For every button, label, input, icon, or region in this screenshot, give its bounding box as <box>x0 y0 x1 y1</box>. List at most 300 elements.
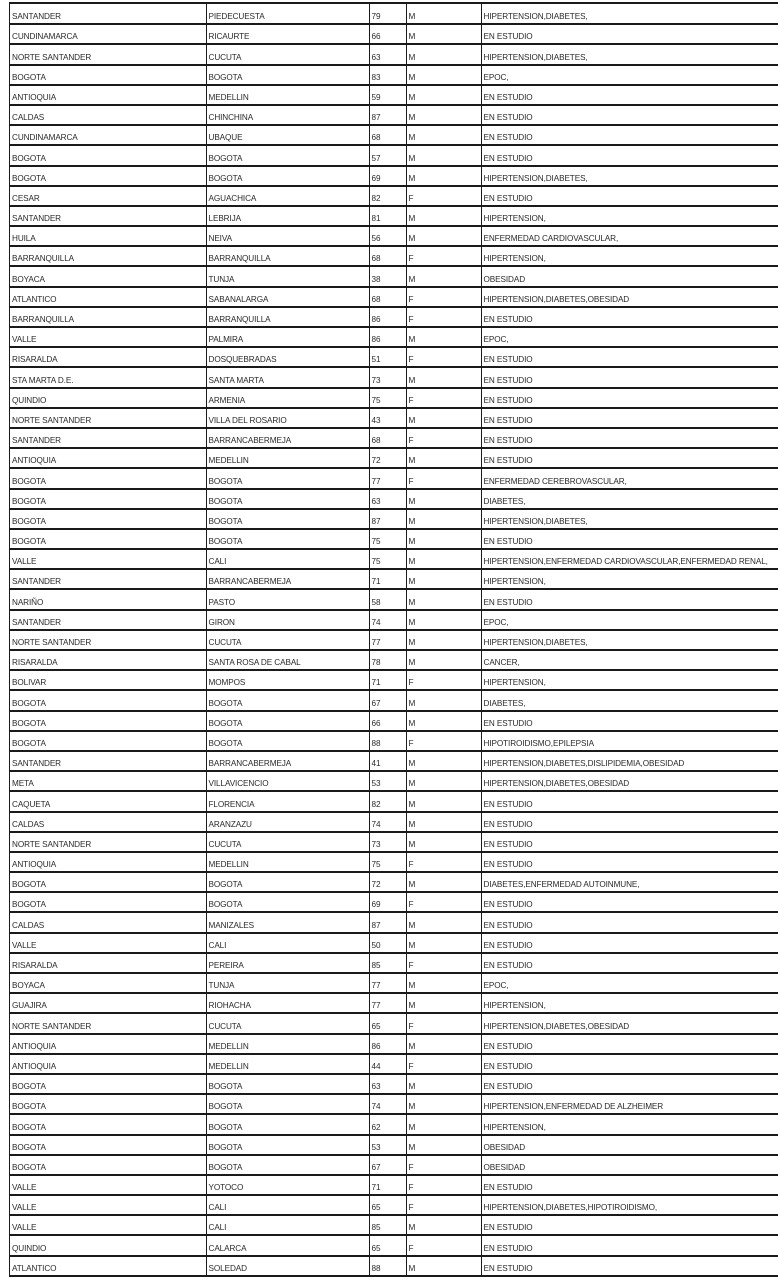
cell-age: 50 <box>369 933 406 953</box>
cell-city: CALARCA <box>206 1235 369 1255</box>
cell-department: ANTIOQUIA <box>10 85 206 105</box>
cell-sex: M <box>406 125 481 145</box>
cell-department: BOGOTA <box>10 145 206 165</box>
cell-sex: F <box>406 468 481 488</box>
table-row <box>10 347 778 367</box>
table-row <box>10 650 778 670</box>
table-row <box>10 145 778 165</box>
cell-city: BOGOTA <box>206 65 369 85</box>
cell-department: SANTANDER <box>10 751 206 771</box>
cell-age: 68 <box>369 246 406 266</box>
cell-age: 73 <box>369 832 406 852</box>
cell-age: 43 <box>369 408 406 428</box>
cell-department: STA MARTA D.E. <box>10 367 206 387</box>
cell-age: 68 <box>369 287 406 307</box>
cell-age: 63 <box>369 44 406 64</box>
cell-sex: M <box>406 690 481 710</box>
table-body <box>10 4 778 1276</box>
cell-age: 69 <box>369 892 406 912</box>
cell-age: 67 <box>369 690 406 710</box>
cell-city: CALI <box>206 1215 369 1235</box>
cell-sex: M <box>406 812 481 832</box>
cell-sex: F <box>406 1155 481 1175</box>
cell-sex: F <box>406 892 481 912</box>
cell-department: CUNDINAMARCA <box>10 24 206 44</box>
table-row <box>10 1135 778 1155</box>
cell-department: NORTE SANTANDER <box>10 408 206 428</box>
cell-age: 65 <box>369 1235 406 1255</box>
cell-condition: EPOC, <box>481 65 778 85</box>
cell-condition: EN ESTUDIO <box>481 448 778 468</box>
cell-department: CALDAS <box>10 912 206 932</box>
table-row <box>10 1114 778 1134</box>
cell-department: HUILA <box>10 226 206 246</box>
table-row <box>10 468 778 488</box>
cell-department: BOYACA <box>10 266 206 286</box>
table-row <box>10 1054 778 1074</box>
cell-condition: EN ESTUDIO <box>481 1034 778 1054</box>
cell-city: YOTOCO <box>206 1175 369 1195</box>
table-row <box>10 872 778 892</box>
cell-city: CUCUTA <box>206 1013 369 1033</box>
table-row <box>10 549 778 569</box>
table-row <box>10 1195 778 1215</box>
patient-table-sheet <box>9 2 778 1277</box>
cell-sex: F <box>406 1195 481 1215</box>
cell-department: BOGOTA <box>10 509 206 529</box>
cell-department: NORTE SANTANDER <box>10 630 206 650</box>
cell-age: 75 <box>369 549 406 569</box>
cell-city: BOGOTA <box>206 892 369 912</box>
cell-city: MEDELLIN <box>206 1054 369 1074</box>
cell-city: SOLEDAD <box>206 1256 369 1276</box>
table-row <box>10 388 778 408</box>
cell-city: CALI <box>206 549 369 569</box>
cell-sex: F <box>406 731 481 751</box>
table-row <box>10 589 778 609</box>
cell-condition: HIPERTENSION,DIABETES,HIPOTIROIDISMO, <box>481 1195 778 1215</box>
cell-age: 78 <box>369 650 406 670</box>
cell-city: BOGOTA <box>206 145 369 165</box>
cell-city: VILLAVICENCIO <box>206 771 369 791</box>
cell-condition: EPOC, <box>481 973 778 993</box>
table-row <box>10 569 778 589</box>
cell-department: SANTANDER <box>10 610 206 630</box>
cell-city: BOGOTA <box>206 872 369 892</box>
cell-sex: M <box>406 791 481 811</box>
cell-condition: HIPERTENSION,DIABETES,OBESIDAD <box>481 1013 778 1033</box>
cell-condition: EN ESTUDIO <box>481 711 778 731</box>
cell-department: BOGOTA <box>10 65 206 85</box>
cell-condition: EN ESTUDIO <box>481 832 778 852</box>
cell-department: VALLE <box>10 933 206 953</box>
cell-age: 74 <box>369 812 406 832</box>
table-row <box>10 24 778 44</box>
table-row <box>10 912 778 932</box>
cell-department: SANTANDER <box>10 206 206 226</box>
cell-sex: F <box>406 307 481 327</box>
cell-department: SANTANDER <box>10 569 206 589</box>
cell-age: 72 <box>369 872 406 892</box>
cell-city: RIOHACHA <box>206 993 369 1013</box>
cell-sex: F <box>406 287 481 307</box>
cell-city: CUCUTA <box>206 44 369 64</box>
table-row <box>10 44 778 64</box>
cell-condition: EN ESTUDIO <box>481 1175 778 1195</box>
table-row <box>10 812 778 832</box>
table-row <box>10 751 778 771</box>
cell-age: 87 <box>369 105 406 125</box>
cell-age: 68 <box>369 428 406 448</box>
cell-sex: M <box>406 1256 481 1276</box>
cell-city: BOGOTA <box>206 731 369 751</box>
table-row <box>10 206 778 226</box>
cell-department: BOGOTA <box>10 1074 206 1094</box>
cell-city: MEDELLIN <box>206 85 369 105</box>
cell-department: RISARALDA <box>10 650 206 670</box>
table-row <box>10 933 778 953</box>
cell-age: 74 <box>369 610 406 630</box>
cell-sex: M <box>406 166 481 186</box>
cell-condition: EN ESTUDIO <box>481 307 778 327</box>
cell-department: GUAJIRA <box>10 993 206 1013</box>
cell-department: CESAR <box>10 186 206 206</box>
cell-age: 86 <box>369 327 406 347</box>
cell-condition: EN ESTUDIO <box>481 589 778 609</box>
cell-age: 57 <box>369 145 406 165</box>
cell-sex: F <box>406 852 481 872</box>
cell-age: 53 <box>369 1135 406 1155</box>
cell-age: 85 <box>369 953 406 973</box>
table-row <box>10 973 778 993</box>
cell-sex: F <box>406 347 481 367</box>
cell-sex: M <box>406 448 481 468</box>
cell-city: BOGOTA <box>206 711 369 731</box>
cell-condition: HIPERTENSION,DIABETES, <box>481 166 778 186</box>
cell-condition: ENFERMEDAD CEREBROVASCULAR, <box>481 468 778 488</box>
cell-city: GIRON <box>206 610 369 630</box>
cell-age: 79 <box>369 4 406 24</box>
cell-city: ARMENIA <box>206 388 369 408</box>
cell-city: MEDELLIN <box>206 448 369 468</box>
cell-sex: M <box>406 1074 481 1094</box>
cell-city: CHINCHINA <box>206 105 369 125</box>
cell-department: QUINDIO <box>10 1235 206 1255</box>
cell-city: CALI <box>206 933 369 953</box>
cell-department: BOLIVAR <box>10 670 206 690</box>
cell-city: BOGOTA <box>206 489 369 509</box>
cell-department: VALLE <box>10 1215 206 1235</box>
table-row <box>10 771 778 791</box>
cell-city: BOGOTA <box>206 166 369 186</box>
cell-department: NORTE SANTANDER <box>10 1013 206 1033</box>
table-row <box>10 1155 778 1175</box>
cell-age: 66 <box>369 24 406 44</box>
cell-department: ATLANTICO <box>10 1256 206 1276</box>
cell-department: ANTIOQUIA <box>10 1054 206 1074</box>
cell-condition: EN ESTUDIO <box>481 892 778 912</box>
table-row <box>10 287 778 307</box>
cell-city: MEDELLIN <box>206 1034 369 1054</box>
cell-department: BOGOTA <box>10 892 206 912</box>
table-row <box>10 307 778 327</box>
cell-department: ATLANTICO <box>10 287 206 307</box>
cell-condition: DIABETES, <box>481 489 778 509</box>
cell-sex: M <box>406 589 481 609</box>
table-row <box>10 630 778 650</box>
cell-sex: M <box>406 771 481 791</box>
cell-age: 67 <box>369 1155 406 1175</box>
cell-age: 87 <box>369 509 406 529</box>
cell-age: 68 <box>369 125 406 145</box>
cell-age: 81 <box>369 206 406 226</box>
cell-condition: DIABETES,ENFERMEDAD AUTOINMUNE, <box>481 872 778 892</box>
cell-department: BOGOTA <box>10 468 206 488</box>
cell-condition: EN ESTUDIO <box>481 852 778 872</box>
cell-sex: M <box>406 973 481 993</box>
table-row <box>10 529 778 549</box>
cell-city: VILLA DEL ROSARIO <box>206 408 369 428</box>
cell-city: DOSQUEBRADAS <box>206 347 369 367</box>
cell-department: SANTANDER <box>10 4 206 24</box>
cell-sex: M <box>406 529 481 549</box>
cell-condition: HIPERTENSION, <box>481 993 778 1013</box>
cell-condition: EN ESTUDIO <box>481 105 778 125</box>
cell-sex: F <box>406 388 481 408</box>
cell-department: NARIÑO <box>10 589 206 609</box>
cell-sex: M <box>406 630 481 650</box>
cell-sex: M <box>406 509 481 529</box>
cell-sex: M <box>406 549 481 569</box>
cell-age: 72 <box>369 448 406 468</box>
cell-age: 69 <box>369 166 406 186</box>
cell-sex: M <box>406 85 481 105</box>
cell-city: LEBRIJA <box>206 206 369 226</box>
table-row <box>10 1235 778 1255</box>
cell-city: MOMPOS <box>206 670 369 690</box>
cell-city: BOGOTA <box>206 1135 369 1155</box>
cell-department: BOGOTA <box>10 489 206 509</box>
cell-department: VALLE <box>10 549 206 569</box>
cell-age: 38 <box>369 266 406 286</box>
table-row <box>10 327 778 347</box>
cell-condition: EPOC, <box>481 327 778 347</box>
cell-department: VALLE <box>10 1175 206 1195</box>
cell-city: SABANALARGA <box>206 287 369 307</box>
table-row <box>10 690 778 710</box>
cell-condition: HIPERTENSION, <box>481 246 778 266</box>
cell-condition: EN ESTUDIO <box>481 1054 778 1074</box>
cell-age: 41 <box>369 751 406 771</box>
cell-department: BOGOTA <box>10 1114 206 1134</box>
cell-sex: F <box>406 1175 481 1195</box>
cell-age: 65 <box>369 1195 406 1215</box>
cell-condition: EN ESTUDIO <box>481 388 778 408</box>
cell-department: BOGOTA <box>10 690 206 710</box>
cell-condition: HIPERTENSION,DIABETES,OBESIDAD <box>481 771 778 791</box>
cell-department: ANTIOQUIA <box>10 448 206 468</box>
cell-condition: HIPERTENSION, <box>481 206 778 226</box>
cell-condition: ENFERMEDAD CARDIOVASCULAR, <box>481 226 778 246</box>
cell-condition: HIPERTENSION,DIABETES, <box>481 44 778 64</box>
cell-condition: EN ESTUDIO <box>481 24 778 44</box>
cell-city: TUNJA <box>206 973 369 993</box>
cell-condition: HIPERTENSION,DIABETES,OBESIDAD <box>481 287 778 307</box>
cell-sex: M <box>406 993 481 1013</box>
cell-sex: M <box>406 4 481 24</box>
cell-sex: F <box>406 1235 481 1255</box>
cell-city: BOGOTA <box>206 1114 369 1134</box>
cell-condition: EN ESTUDIO <box>481 791 778 811</box>
cell-condition: OBESIDAD <box>481 1155 778 1175</box>
cell-age: 56 <box>369 226 406 246</box>
cell-department: ANTIOQUIA <box>10 1034 206 1054</box>
cell-age: 65 <box>369 1013 406 1033</box>
table-row <box>10 892 778 912</box>
cell-department: VALLE <box>10 1195 206 1215</box>
cell-condition: HIPERTENSION,DIABETES, <box>481 630 778 650</box>
cell-sex: M <box>406 408 481 428</box>
cell-sex: M <box>406 711 481 731</box>
cell-department: BOGOTA <box>10 529 206 549</box>
cell-condition: EN ESTUDIO <box>481 428 778 448</box>
cell-condition: EN ESTUDIO <box>481 912 778 932</box>
cell-condition: HIPERTENSION,ENFERMEDAD CARDIOVASCULAR,ENFERMEDAD RENAL, <box>481 549 778 569</box>
cell-condition: OBESIDAD <box>481 266 778 286</box>
cell-city: BARRANQUILLA <box>206 307 369 327</box>
table-row <box>10 367 778 387</box>
table-row <box>10 489 778 509</box>
cell-condition: HIPERTENSION, <box>481 1114 778 1134</box>
table-row <box>10 1256 778 1276</box>
cell-department: BOGOTA <box>10 1155 206 1175</box>
cell-age: 77 <box>369 993 406 1013</box>
cell-age: 82 <box>369 791 406 811</box>
cell-department: CAQUETA <box>10 791 206 811</box>
cell-sex: M <box>406 1094 481 1114</box>
cell-condition: HIPERTENSION,ENFERMEDAD DE ALZHEIMER <box>481 1094 778 1114</box>
cell-city: RICAURTE <box>206 24 369 44</box>
cell-sex: M <box>406 489 481 509</box>
cell-department: RISARALDA <box>10 953 206 973</box>
cell-age: 74 <box>369 1094 406 1114</box>
cell-sex: M <box>406 1034 481 1054</box>
cell-sex: M <box>406 912 481 932</box>
cell-sex: M <box>406 569 481 589</box>
table-row <box>10 266 778 286</box>
cell-sex: M <box>406 751 481 771</box>
cell-condition: DIABETES, <box>481 690 778 710</box>
cell-sex: M <box>406 266 481 286</box>
cell-age: 77 <box>369 468 406 488</box>
cell-sex: F <box>406 1013 481 1033</box>
cell-condition: EPOC, <box>481 610 778 630</box>
cell-age: 88 <box>369 731 406 751</box>
cell-sex: F <box>406 186 481 206</box>
cell-sex: M <box>406 24 481 44</box>
cell-city: SANTA ROSA DE CABAL <box>206 650 369 670</box>
cell-age: 77 <box>369 630 406 650</box>
cell-city: TUNJA <box>206 266 369 286</box>
cell-city: FLORENCIA <box>206 791 369 811</box>
table-row <box>10 832 778 852</box>
cell-condition: EN ESTUDIO <box>481 85 778 105</box>
cell-age: 86 <box>369 307 406 327</box>
cell-city: PASTO <box>206 589 369 609</box>
cell-department: BOGOTA <box>10 166 206 186</box>
cell-sex: M <box>406 650 481 670</box>
cell-sex: M <box>406 206 481 226</box>
table-row <box>10 993 778 1013</box>
cell-department: BOGOTA <box>10 711 206 731</box>
cell-age: 85 <box>369 1215 406 1235</box>
cell-age: 83 <box>369 65 406 85</box>
cell-age: 66 <box>369 711 406 731</box>
cell-condition: EN ESTUDIO <box>481 125 778 145</box>
cell-condition: EN ESTUDIO <box>481 1074 778 1094</box>
cell-city: MANIZALES <box>206 912 369 932</box>
cell-sex: M <box>406 1215 481 1235</box>
cell-age: 71 <box>369 670 406 690</box>
table-row <box>10 428 778 448</box>
cell-age: 75 <box>369 529 406 549</box>
cell-age: 82 <box>369 186 406 206</box>
cell-city: NEIVA <box>206 226 369 246</box>
cell-sex: M <box>406 610 481 630</box>
cell-condition: EN ESTUDIO <box>481 1256 778 1276</box>
table-row <box>10 125 778 145</box>
cell-sex: M <box>406 872 481 892</box>
table-row <box>10 105 778 125</box>
table-row <box>10 226 778 246</box>
cell-sex: M <box>406 44 481 64</box>
cell-city: PIEDECUESTA <box>206 4 369 24</box>
cell-department: CALDAS <box>10 812 206 832</box>
table-row <box>10 1094 778 1114</box>
cell-department: ANTIOQUIA <box>10 852 206 872</box>
table-row <box>10 711 778 731</box>
cell-city: BARRANCABERMEJA <box>206 428 369 448</box>
cell-condition: EN ESTUDIO <box>481 953 778 973</box>
cell-condition: EN ESTUDIO <box>481 529 778 549</box>
cell-age: 75 <box>369 852 406 872</box>
cell-department: RISARALDA <box>10 347 206 367</box>
cell-age: 59 <box>369 85 406 105</box>
table-row <box>10 610 778 630</box>
cell-city: BOGOTA <box>206 1074 369 1094</box>
patient-table <box>10 4 778 1277</box>
cell-sex: M <box>406 145 481 165</box>
cell-city: BOGOTA <box>206 529 369 549</box>
cell-department: BARRANQUILLA <box>10 246 206 266</box>
cell-condition: HIPERTENSION,DIABETES, <box>481 4 778 24</box>
cell-age: 71 <box>369 569 406 589</box>
cell-condition: CANCER, <box>481 650 778 670</box>
cell-sex: F <box>406 428 481 448</box>
cell-sex: F <box>406 670 481 690</box>
cell-age: 44 <box>369 1054 406 1074</box>
cell-sex: M <box>406 327 481 347</box>
cell-sex: M <box>406 1114 481 1134</box>
cell-city: BARRANCABERMEJA <box>206 569 369 589</box>
cell-age: 77 <box>369 973 406 993</box>
cell-city: PEREIRA <box>206 953 369 973</box>
cell-department: BOGOTA <box>10 1094 206 1114</box>
cell-age: 63 <box>369 489 406 509</box>
cell-condition: HIPERTENSION, <box>481 569 778 589</box>
cell-sex: F <box>406 1054 481 1074</box>
cell-department: NORTE SANTANDER <box>10 832 206 852</box>
